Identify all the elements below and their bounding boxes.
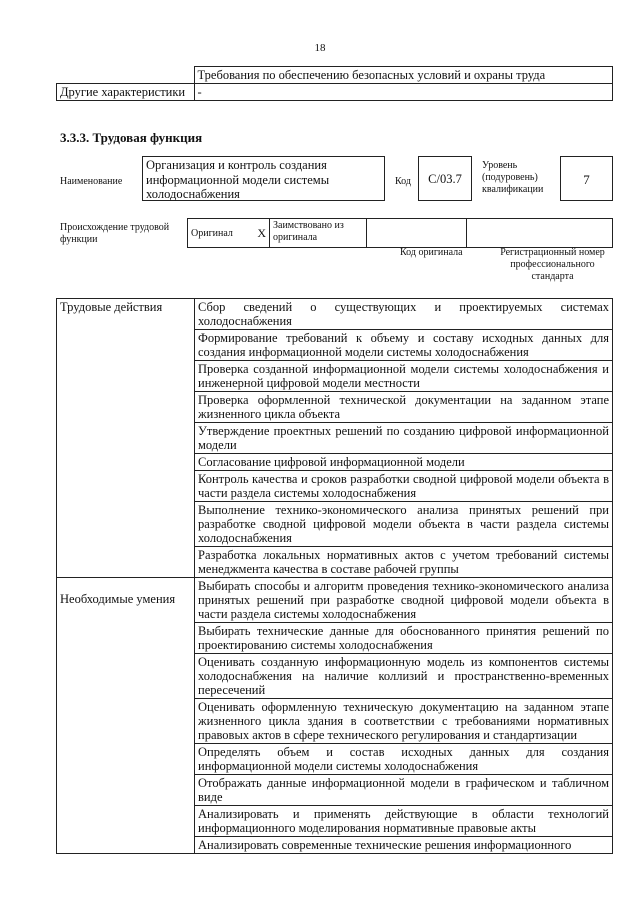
requirement-cell: Требования по обеспечению безопасных условий и охраны труда [194,67,613,84]
function-name: Организация и контроль создания информационной модели системы холодоснабжения [142,156,385,201]
reg-number-caption: Регистрационный номер профессионального стандарта [500,247,605,282]
table-row [57,299,613,330]
original-mark: X [257,226,266,240]
skill-item: Оценивать оформленную техническую документацию на заданном этапе жизненного цикла здания в соответствии с требованиями нормативных правовых актов в сфере технического регулирования и стандартизации [195,699,613,744]
reg-number-cell [467,219,613,248]
labor-actions-label: Трудовые действия [57,299,195,578]
level-label: Уровень (подуровень) квалификации [482,160,544,195]
origin-table [187,218,613,248]
table-row [57,578,613,623]
labor-action-item: Проверка оформленной технической документации на заданном этапе жизненного цикла объекта [195,392,613,423]
skill-item: Отображать данные информационной модели в графическом и табличном виде [195,775,613,806]
skill-item: Выбирать технические данные для обоснованного принятия решений по проектированию системы холодоснабжения [195,623,613,654]
labor-action-item: Разработка локальных нормативных актов с учетом требований системы менеджмента качества в составе рабочей группы [195,547,613,578]
requirements-table [56,66,613,101]
skill-item: Анализировать и применять действующие в области технологий информационного моделирования нормативные правовые акты [195,806,613,837]
skill-item: Оценивать созданную информационную модель из компонентов системы холодоснабжения на наличие коллизий и пространственно-временных пересечений [195,654,613,699]
labor-action-item: Выполнение технико-экономического анализа принятых решений при разработке сводной цифровой модели объекта в части раздела системы холодоснабжения [195,502,613,547]
labor-action-item: Сбор сведений о существующих и проектируемых системах холодоснабжения [195,299,613,330]
section-title: 3.3.3. Трудовая функция [60,130,203,145]
empty-label-cell [57,67,195,84]
function-code: С/03.7 [418,156,472,201]
skill-item: Выбирать способы и алгоритм проведения технико-экономического анализа принятых решений при разработке сводной цифровой модели объекта в части раздела системы холодоснабжения [195,578,613,623]
name-label: Наименование [60,176,123,187]
code-label: Код [395,176,411,187]
labor-action-item: Проверка созданной информационной модели системы холодоснабжения и инженерной цифровой модели местности [195,361,613,392]
skill-item: Анализировать современные технические решения информационного [195,837,613,854]
borrowed-cell: Заимствовано из оригинала [270,219,367,248]
required-skills-label: Необходимые умения [57,578,195,854]
original-cell [188,219,270,248]
table-row [57,84,613,101]
function-details-table [56,298,613,854]
labor-action-item: Контроль качества и сроков разработки сводной цифровой модели объекта в части раздела системы холодоснабжения [195,471,613,502]
code-original-cell [367,219,467,248]
table-row [188,219,613,248]
skill-item: Определять объем и состав исходных данных для создания информационной модели системы холодоснабжения [195,744,613,775]
origin-label: Происхождение трудовой функции [60,222,170,245]
table-row [57,67,613,84]
labor-action-item: Формирование требований к объему и составу исходных данных для создания информационной модели системы холодоснабжения [195,330,613,361]
qualification-level: 7 [560,156,613,201]
original-label: Оригинал [191,228,233,239]
other-characteristics-label: Другие характеристики [57,84,195,101]
labor-action-item: Утверждение проектных решений по созданию цифровой информационной модели [195,423,613,454]
page-number: 18 [314,42,326,54]
labor-action-item: Согласование цифровой информационной модели [195,454,613,471]
other-characteristics-value: - [194,84,613,101]
code-original-caption: Код оригинала [400,247,463,258]
